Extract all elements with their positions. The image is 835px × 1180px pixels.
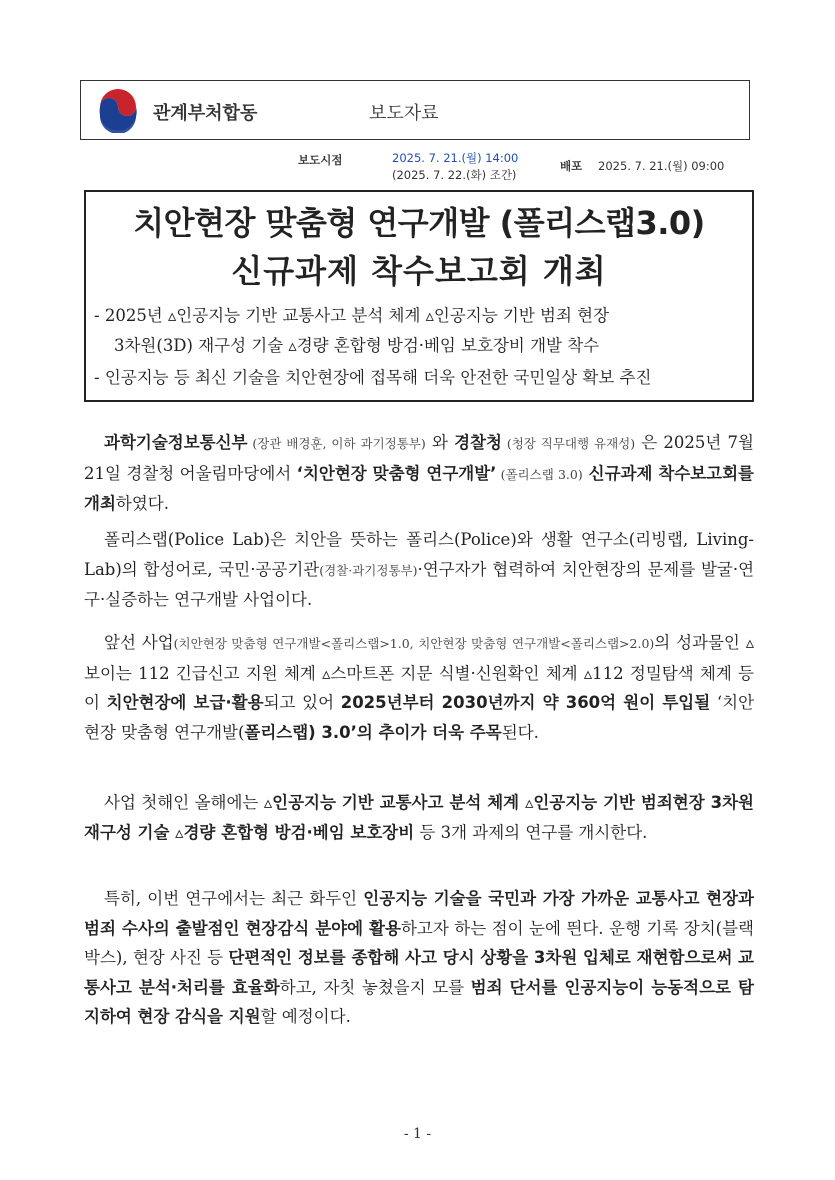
embargo-time: 2025. 7. 21.(월) 14:00 xyxy=(392,151,519,165)
p5-bold-d: 단편적인 정보를 종합해 사고 당시 상황을 3차원 입체로 재현함으로써 교통사고 분석·처리를 효율화 xyxy=(84,948,754,997)
p1-text-j: 하였다. xyxy=(115,494,169,513)
p5-bold-b: 인공지능 기술을 국민과 가장 가까운 교통사고 현장과 범죄 수사의 출발점인 현장감식 분야에 활용 xyxy=(84,889,754,938)
agency-police: 경찰청 xyxy=(454,433,502,452)
msit-note: (장관 배경훈, 이하 과기정통부) xyxy=(247,436,426,451)
p3-text-a: 앞선 사업 xyxy=(104,633,174,652)
title-box xyxy=(84,190,754,402)
program-name: ‘치안현장 맞춤형 연구개발’ xyxy=(296,463,497,483)
p1-text-f: 은 2025년 7월 21일 경찰청 어울림마당에서 xyxy=(84,433,754,483)
p5-bold-f: 범죄 단서를 인공지능이 능동적으로 탐지하여 현장 감식을 지원 xyxy=(84,977,754,1026)
page-number: - 1 - xyxy=(403,1126,432,1142)
paragraph-3 xyxy=(84,628,754,747)
p4-text-a: 사업 첫해인 올해에는 xyxy=(104,793,264,812)
p3-note: (치안현장 맞춤형 연구개발<폴리스랩>1.0, 치안현장 맞춤형 연구개발<폴리스랩>2.0) xyxy=(173,636,655,651)
release-time: 2025. 7. 21.(월) 09:00 xyxy=(598,159,725,173)
subheading-2: 3차원(3D) 재구성 기술 ▵경량 혼합형 방검·베임 보호장비 개발 착수 xyxy=(114,336,600,355)
paragraph-4 xyxy=(84,788,754,847)
p3-text-e: 되고 있어 xyxy=(263,693,341,712)
police-note: (청장 직무대행 유재성) xyxy=(501,436,636,451)
p1-text-i: 신규과제 착수보고회를 개최 xyxy=(84,463,754,513)
release-label: 배포 xyxy=(560,159,583,173)
headline-line-2: 신규과제 착수보고회 개최 xyxy=(231,252,607,290)
p5-text-a: 특히, 이번 연구에서는 최근 화두인 xyxy=(104,889,364,908)
headline-line-1: 치안현장 맞춤형 연구개발 (폴리스랩3.0) xyxy=(133,204,705,242)
p3-bold-d: 치안현장에 보급·활용 xyxy=(106,693,264,712)
p4-bold-b: ▵인공지능 기반 교통사고 분석 체계 ▵인공지능 기반 범죄현장 3차원 재구성 기술 ▵경량 혼합형 방검·베임 보호장비 xyxy=(84,793,754,842)
subheading-1: - 2025년 ▵인공지능 기반 교통사고 분석 체계 ▵인공지능 기반 범죄 현장 xyxy=(94,306,610,325)
p2-text-c: ·연구자가 협력하여 치안현장의 문제를 발굴·연구·실증하는 연구개발 사업이다. xyxy=(84,559,755,609)
p2-note: (경찰·과기정통부) xyxy=(319,562,418,578)
p4-text-c: 등 3개 과제의 연구를 개시한다. xyxy=(414,822,648,842)
p5-text-e: 하고, 자칫 놓쳤을지 모를 xyxy=(279,977,471,997)
header-box xyxy=(80,80,750,140)
p3-text-i: 된다. xyxy=(501,722,539,742)
document-type: 보도자료 xyxy=(369,103,439,124)
paragraph-2 xyxy=(84,525,754,615)
subheading-3: - 인공지능 등 최신 기술을 치안현장에 접목해 더욱 안전한 국민일상 확보 추진 xyxy=(94,368,652,387)
paragraph-5 xyxy=(84,884,754,1032)
p3-text-c: 의 성과물인 ▵보이는 112 긴급신고 지원 체계 ▵스마트폰 지문 식별·신원확인 체계 ▵112 정밀탐색 체계 등이 xyxy=(84,633,755,712)
p3-bold-f: 2025년부터 2030년까지 약 360억 원이 투입될 xyxy=(340,693,711,712)
p3-bold-h: 폴리스랩) 3.0’의 추이가 더욱 주목 xyxy=(244,722,502,742)
p3-text-g: ‘치안현장 맞춤형 연구개발( xyxy=(84,693,755,742)
paragraph-1 xyxy=(84,428,754,519)
organization-name: 관계부처합동 xyxy=(153,103,258,123)
embargo-paper: (2025. 7. 22.(화) 조간) xyxy=(392,168,517,182)
government-emblem-icon xyxy=(95,87,141,133)
p2-text-a: 폴리스랩(Police Lab)은 치안을 뜻하는 폴리스(Police)와 생활 연구소(리빙랩, Living-Lab)의 합성어로, 국민·공공기관 xyxy=(84,530,754,579)
program-note: (폴리스랩 3.0) xyxy=(496,466,583,482)
agency-msit: 과학기술정보통신부 xyxy=(104,433,248,452)
p1-text-c: 와 xyxy=(425,433,455,452)
p5-text-c: 하고자 하는 점이 눈에 띈다. 운행 기록 장치(블랙박스), 현장 사진 등 xyxy=(84,918,754,967)
p5-text-g: 할 예정이다. xyxy=(260,1007,351,1026)
embargo-label: 보도시점 xyxy=(298,153,343,167)
